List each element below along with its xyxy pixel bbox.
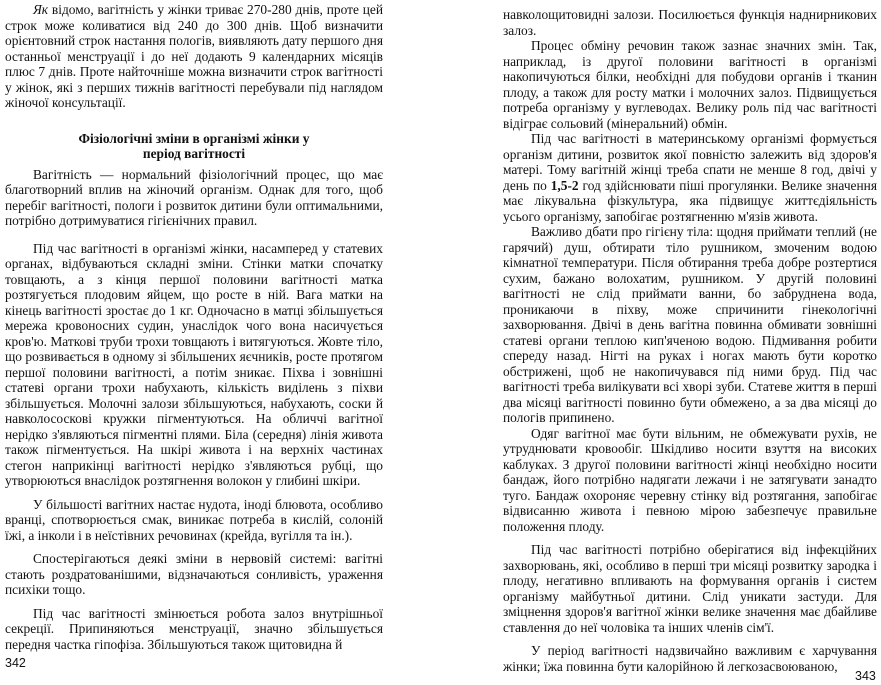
heading-line-2: період вагітності [142,145,246,161]
heading-line-1: Фізіологічні зміни в організмі жінки у [78,130,310,146]
paragraph: Процес обміну речовин також зазнає значних змін. Так, наприклад, із другої половини вагітності в організмі накопичуються білки, необхідні для побудови органів і тканин плоду, а також для росту матки і молочних залоз. Підвищується потреба організму у вуглеводах. Велику роль під час вагітності відіграє сольовий (мінеральний) обмін. [503,38,877,131]
paragraph: У більшості вагітних настає нудота, іноді блювота, особливо вранці, спотворюється смак, виникає потреба в кислій, солоній їжі, а інколи і в неїстівних речовинах (крейда, вугілля та ін.). [5,496,383,543]
paragraph: Під час вагітності змінюється робота залоз внутрішньої секреції. Припиняються менструації, значно збільшується передня частка гіпофіза. Збільшуються також щитовидна й [5,605,383,652]
paragraph: Спостерігаються деякі зміни в нервовій системі: вагітні стають роздратованішими, відзначаються сонливість, ураження психіки тощо. [5,551,383,597]
section-heading [5,131,383,161]
paragraph: навколощитовидні залози. Посилюється функція наднирникових залоз. [503,7,877,38]
paragraph [503,131,877,224]
intro-text: відомо, вагітність у жінки триває 270-280 днів, проте цей строк може коливатися від 240 до 300 днів. Щоб визначити орієнтовний строк настання пологів, виявляють дату першого дня останньої менструації і до неї додають 9 календарних місяців плюс 7 днів. Проте найточніше можна визначити строк вагітності у жінок, які з перших тижнів вагітності перебували під наглядом жіночої консультації. [5,2,383,110]
page-number-right: 343 [855,669,876,683]
paragraph: Важливо дбати про гігієну тіла: щодня приймати теплий (не гарячий) душ, обтирати тіло рушником, змоченим водою кімнатної температури. Після обтирання треба добре розтертися сухим, бажано волохатим, рушником. У другій половині вагітності не слід приймати ванни, бо забруднена вода, проникаючи в піхву, може спричинити гінекологічні захворювання. Двічі в день вагітна повинна обмивати зовнішні статеві органи теплою кип'яченою водою. Підмивання робити спереду назад. Нігті на руках і ногах мають бути коротко обстрижені, щоб не накопичувався під ними бруд. Під час вагітності треба вилікувати всі хворі зуби. Статеве життя в перші два місяці вагітності повинно бути обмежено, а за два місяці до пологів припинено. [503,224,877,425]
text-run: год здійснювати піші прогулянки. Велике значення має лікувальна фізкультура, яка підвищує життєдіяльність усього організму, запобігає розтягненню м'язів живота. [503,177,877,224]
left-page-text [5,2,383,652]
bold-text-run: 1,5-2 [550,177,579,193]
text-run: Під час вагітності в материнському організмі формується організм дитини, розвиток якої повністю залежить від здоров'я матері. Тому вагітній жінці треба спати не менше 8 год, двічі у день по [503,131,877,193]
page-number-left: 342 [5,656,26,670]
paragraph: Одяг вагітної має бути вільним, не обмежувати рухів, не утруднювати кровообіг. Шкідливо носити взуття на високих каблуках. З другої половини вагітності жінці необхідно носити бандаж, його потрібно надягати лежачи і не затягувати занадто туго. Бандаж охороняє черевну стінку від розтягання, запобігає відвисанню живота і певною мірою забезпечує правильне положення плоду. [503,425,877,534]
intro-paragraph [5,2,383,111]
paragraph: Під час вагітності в організмі жінки, насамперед у статевих органах, відбуваються складні зміни. Стінки матки спочатку товщають, а з кінця першої половини вагітності матка розтягується плодовим яйцем, що росте в ній. Вага матки на кінець вагітності зростає до 1 кг. Одночасно в матці збільшується мережа кровоносних судин, унаслідок чого вона насичується кров'ю. Маткові труби трохи товщають і витягуються. Жовте тіло, що розвивається в одному зі збільшених яєчників, росте протягом першої половини вагітності, а потім зникає. Піхва і зовнішні статеві органи трохи набухають, кількість виділень з піхви збільшується. Молочні залози збільшуються, набухають, соски й навколососкові кружки пігментуються. На обличчі вагітної нерідко з'являються пігментні плями. Біла (середня) лінія живота також пігментується. На шкірі живота і на верхніх частинах стегон наприкінці вагітності нерідко з'являються рубці, що утворюються внаслідок розтягнення волокон у глибині шкіри. [5,240,383,488]
paragraph: Вагітність — нормальний фізіологічний процес, що має благотворний вплив на жіночий організм. Однак для того, щоб перебіг вагітності, пологи і розвиток дитини були оптимальними, потрібно дотримуватися гігієнічних правил. [5,166,383,228]
paragraph: У період вагітності надзвичайно важливим є харчування жінки; їжа повинна бути калорійною й легкозасвоюваною, [503,643,877,674]
right-page-text [503,7,877,674]
paragraph: Під час вагітності потрібно оберігатися від інфекційних захворювань, які, особливо в перші три місяці розвитку зародка і плоду, негативно впливають на формування органів і систем організму майбутньої дитини. Слід уникати застуди. Для зміцнення здоров'я вагітної жінки велике значення має дбайливе ставлення до неї чоловіка та інших членів сім'ї. [503,542,877,635]
intro-lead-word: Як [33,2,49,17]
